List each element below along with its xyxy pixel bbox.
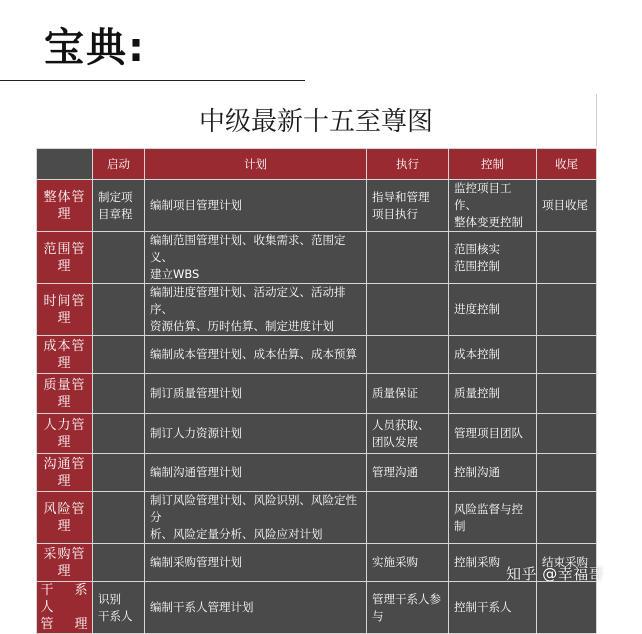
cell-executing: 管理干系人参与 bbox=[367, 582, 449, 634]
cell-controlling: 管理项目团队 bbox=[449, 414, 537, 454]
row-area-label: 质量管理 bbox=[37, 374, 93, 414]
cell-executing bbox=[367, 336, 449, 374]
watermark: 知乎 @幸福哥 bbox=[506, 565, 605, 583]
cell-closing bbox=[537, 374, 597, 414]
table-row bbox=[37, 454, 597, 492]
cell-controlling: 进度控制 bbox=[449, 284, 537, 336]
cell-executing: 实施采购 bbox=[367, 544, 449, 582]
process-matrix-table bbox=[36, 148, 597, 634]
cell-initiating bbox=[93, 414, 145, 454]
row-area-label-line: 干 系 人 bbox=[40, 583, 89, 615]
cell-initiating: 识别 干系人 bbox=[93, 582, 145, 634]
cell-initiating bbox=[93, 544, 145, 582]
cell-controlling: 风险监督与控制 bbox=[449, 492, 537, 544]
header-closing: 收尾 bbox=[537, 149, 597, 180]
table-title: 中级最新十五至尊图 bbox=[198, 107, 433, 137]
cell-planning: 制订质量管理计划 bbox=[145, 374, 367, 414]
cell-initiating bbox=[93, 492, 145, 544]
cell-planning: 编制干系人管理计划 bbox=[145, 582, 367, 634]
cell-controlling: 控制采购 bbox=[449, 544, 537, 582]
cell-planning: 制订风险管理计划、风险识别、风险定性分 析、风险定量分析、风险应对计划 bbox=[145, 492, 367, 544]
cell-executing: 指导和管理 项目执行 bbox=[367, 180, 449, 232]
cell-closing: 项目收尾 bbox=[537, 180, 597, 232]
cell-executing bbox=[367, 232, 449, 284]
header-controlling: 控制 bbox=[449, 149, 537, 180]
cell-initiating bbox=[93, 374, 145, 414]
row-area-label: 成本管理 bbox=[37, 336, 93, 374]
cell-controlling: 范围核实 范围控制 bbox=[449, 232, 537, 284]
page-edge-divider bbox=[596, 94, 597, 146]
cell-executing: 人员获取、 团队发展 bbox=[367, 414, 449, 454]
row-area-label: 风险管理 bbox=[37, 492, 93, 544]
row-area-label: 采购管理 bbox=[37, 544, 93, 582]
cell-planning: 编制成本管理计划、成本估算、成本预算 bbox=[145, 336, 367, 374]
cell-controlling: 质量控制 bbox=[449, 374, 537, 414]
row-area-label: 整体管理 bbox=[37, 180, 93, 232]
cell-initiating: 制定项 目章程 bbox=[93, 180, 145, 232]
row-area-label-line: 管 理 bbox=[40, 617, 89, 632]
cell-controlling: 成本控制 bbox=[449, 336, 537, 374]
header-initiating: 启动 bbox=[93, 149, 145, 180]
cell-initiating bbox=[93, 454, 145, 492]
cell-planning: 编制沟通管理计划 bbox=[145, 454, 367, 492]
page-heading: 宝典: bbox=[44, 25, 146, 71]
table-row bbox=[37, 336, 597, 374]
table-row bbox=[37, 414, 597, 454]
row-area-label: 时间管理 bbox=[37, 284, 93, 336]
row-area-label: 人力管理 bbox=[37, 414, 93, 454]
cell-executing: 质量保证 bbox=[367, 374, 449, 414]
table-row bbox=[37, 232, 597, 284]
header-executing: 执行 bbox=[367, 149, 449, 180]
cell-closing bbox=[537, 414, 597, 454]
cell-planning: 编制进度管理计划、活动定义、活动排序、 资源估算、历时估算、制定进度计划 bbox=[145, 284, 367, 336]
header-corner bbox=[37, 149, 93, 180]
cell-controlling: 监控项目工作、 整体变更控制 bbox=[449, 180, 537, 232]
cell-controlling: 控制沟通 bbox=[449, 454, 537, 492]
cell-planning: 编制项目管理计划 bbox=[145, 180, 367, 232]
table-row bbox=[37, 180, 597, 232]
row-area-label: 沟通管理 bbox=[37, 454, 93, 492]
table-row bbox=[37, 284, 597, 336]
table-row bbox=[37, 582, 597, 634]
cell-closing: 结束采购 bbox=[537, 544, 597, 582]
cell-initiating bbox=[93, 284, 145, 336]
header-planning: 计划 bbox=[145, 149, 367, 180]
cell-planning: 编制采购管理计划 bbox=[145, 544, 367, 582]
cell-planning: 编制范围管理计划、收集需求、范围定义、 建立WBS bbox=[145, 232, 367, 284]
cell-initiating bbox=[93, 232, 145, 284]
heading-underline bbox=[0, 80, 305, 81]
cell-controlling: 控制干系人 bbox=[449, 582, 537, 634]
cell-closing bbox=[537, 232, 597, 284]
cell-closing bbox=[537, 582, 597, 634]
table-row bbox=[37, 492, 597, 544]
cell-closing bbox=[537, 492, 597, 544]
cell-closing bbox=[537, 454, 597, 492]
table-header-row bbox=[37, 149, 597, 180]
cell-closing bbox=[537, 336, 597, 374]
table-row bbox=[37, 374, 597, 414]
cell-initiating bbox=[93, 336, 145, 374]
cell-executing bbox=[367, 492, 449, 544]
row-area-label bbox=[37, 582, 93, 634]
cell-executing: 管理沟通 bbox=[367, 454, 449, 492]
cell-planning: 制订人力资源计划 bbox=[145, 414, 367, 454]
cell-closing bbox=[537, 284, 597, 336]
row-area-label: 范围管理 bbox=[37, 232, 93, 284]
cell-executing bbox=[367, 284, 449, 336]
